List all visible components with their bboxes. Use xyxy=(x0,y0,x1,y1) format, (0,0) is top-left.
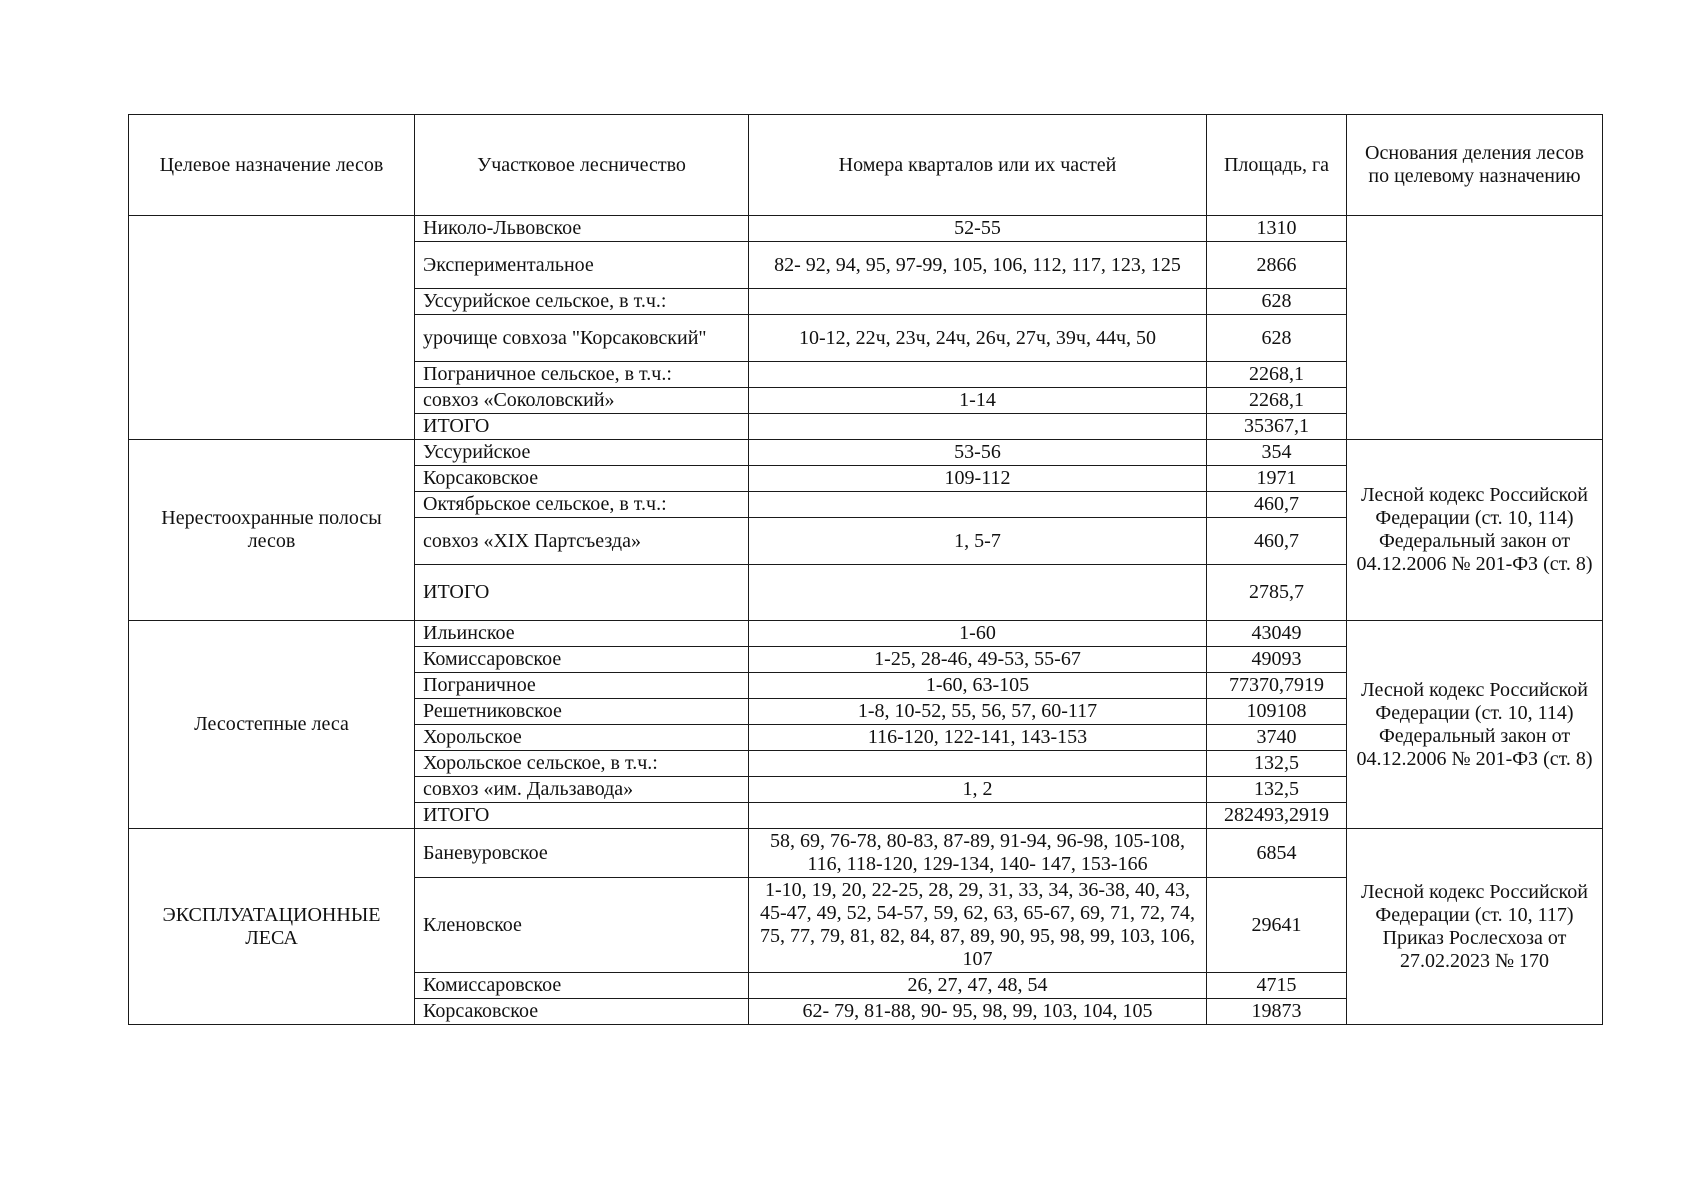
forestry-cell: Хорольское сельское, в т.ч.: xyxy=(415,751,749,777)
quarters-cell: 1-14 xyxy=(749,388,1207,414)
header-row xyxy=(129,115,1603,216)
forestry-cell: совхоз «XIX Партсъезда» xyxy=(415,518,749,565)
forestry-cell: Николо-Львовское xyxy=(415,216,749,242)
quarters-cell: 1-60, 63-105 xyxy=(749,673,1207,699)
table-row xyxy=(129,440,1603,466)
area-cell: 282493,2919 xyxy=(1207,803,1347,829)
table-row xyxy=(129,621,1603,647)
area-cell: 2268,1 xyxy=(1207,362,1347,388)
forestry-cell: Комиссаровское xyxy=(415,973,749,999)
quarters-cell: 109-112 xyxy=(749,466,1207,492)
quarters-cell xyxy=(749,492,1207,518)
table-row xyxy=(129,216,1603,242)
area-cell: 49093 xyxy=(1207,647,1347,673)
area-cell: 628 xyxy=(1207,315,1347,362)
area-cell: 4715 xyxy=(1207,973,1347,999)
forestry-cell: урочище совхоза "Корсаковский" xyxy=(415,315,749,362)
area-cell: 628 xyxy=(1207,289,1347,315)
forestry-cell: Пограничное сельское, в т.ч.: xyxy=(415,362,749,388)
area-cell: 35367,1 xyxy=(1207,414,1347,440)
quarters-cell: 1-10, 19, 20, 22-25, 28, 29, 31, 33, 34, 36-38, 40, 43, 45-47, 49, 52, 54-57, 59, 62, 63, 65-67, 69, 71, 72, 74, 75, 77, 79, 81, 82, 84, 87, 89, 90, 95, 98, 99, 103, 106, 107 xyxy=(749,878,1207,973)
forestry-cell: Корсаковское xyxy=(415,466,749,492)
quarters-cell: 53-56 xyxy=(749,440,1207,466)
header-basis: Основания деления лесов по целевому назначению xyxy=(1347,115,1603,216)
quarters-cell: 58, 69, 76-78, 80-83, 87-89, 91-94, 96-98, 105-108, 116, 118-120, 129-134, 140- 147, 153-166 xyxy=(749,829,1207,878)
area-cell: 2866 xyxy=(1207,242,1347,289)
forestry-cell: Хорольское xyxy=(415,725,749,751)
forestry-cell: Экспериментальное xyxy=(415,242,749,289)
quarters-cell: 82- 92, 94, 95, 97-99, 105, 106, 112, 117, 123, 125 xyxy=(749,242,1207,289)
quarters-cell: 62- 79, 81-88, 90- 95, 98, 99, 103, 104, 105 xyxy=(749,999,1207,1025)
forestry-cell: Пограничное xyxy=(415,673,749,699)
quarters-cell xyxy=(749,414,1207,440)
area-cell: 29641 xyxy=(1207,878,1347,973)
header-forestry: Участковое лесничество xyxy=(415,115,749,216)
quarters-cell: 116-120, 122-141, 143-153 xyxy=(749,725,1207,751)
basis-cell: Лесной кодекс Российской Федерации (ст. 10, 114) Федеральный закон от 04.12.2006 № 201-ФЗ (ст. 8) xyxy=(1347,440,1603,621)
forestry-cell: Уссурийское сельское, в т.ч.: xyxy=(415,289,749,315)
quarters-cell xyxy=(749,803,1207,829)
quarters-cell xyxy=(749,289,1207,315)
area-cell: 460,7 xyxy=(1207,492,1347,518)
area-cell: 354 xyxy=(1207,440,1347,466)
header-area: Площадь, га xyxy=(1207,115,1347,216)
area-cell: 132,5 xyxy=(1207,777,1347,803)
forestry-cell: Октябрьское сельское, в т.ч.: xyxy=(415,492,749,518)
forestry-cell: ИТОГО xyxy=(415,803,749,829)
area-cell: 460,7 xyxy=(1207,518,1347,565)
area-cell: 43049 xyxy=(1207,621,1347,647)
area-cell: 6854 xyxy=(1207,829,1347,878)
quarters-cell: 10-12, 22ч, 23ч, 24ч, 26ч, 27ч, 39ч, 44ч, 50 xyxy=(749,315,1207,362)
forestry-cell: ИТОГО xyxy=(415,565,749,621)
header-quarters: Номера кварталов или их частей xyxy=(749,115,1207,216)
quarters-cell xyxy=(749,751,1207,777)
area-cell: 3740 xyxy=(1207,725,1347,751)
area-cell: 2785,7 xyxy=(1207,565,1347,621)
header-purpose: Целевое назначение лесов xyxy=(129,115,415,216)
forestry-cell: Кленовское xyxy=(415,878,749,973)
area-cell: 1971 xyxy=(1207,466,1347,492)
forestry-cell: Корсаковское xyxy=(415,999,749,1025)
basis-cell xyxy=(1347,216,1603,440)
area-cell: 77370,7919 xyxy=(1207,673,1347,699)
purpose-cell: ЭКСПЛУАТАЦИОННЫЕ ЛЕСА xyxy=(129,829,415,1025)
area-cell: 109108 xyxy=(1207,699,1347,725)
quarters-cell: 1, 5-7 xyxy=(749,518,1207,565)
forestry-cell: совхоз «им. Дальзавода» xyxy=(415,777,749,803)
quarters-cell: 26, 27, 47, 48, 54 xyxy=(749,973,1207,999)
forestry-cell: Баневуровское xyxy=(415,829,749,878)
forestry-cell: Комиссаровское xyxy=(415,647,749,673)
purpose-cell: Нерестоохранные полосы лесов xyxy=(129,440,415,621)
forestry-cell: совхоз «Соколовский» xyxy=(415,388,749,414)
area-cell: 132,5 xyxy=(1207,751,1347,777)
purpose-cell xyxy=(129,216,415,440)
area-cell: 2268,1 xyxy=(1207,388,1347,414)
forestry-cell: Ильинское xyxy=(415,621,749,647)
forestry-cell: ИТОГО xyxy=(415,414,749,440)
quarters-cell: 1-25, 28-46, 49-53, 55-67 xyxy=(749,647,1207,673)
quarters-cell: 52-55 xyxy=(749,216,1207,242)
forestry-cell: Решетниковское xyxy=(415,699,749,725)
quarters-cell: 1-60 xyxy=(749,621,1207,647)
forest-purpose-table xyxy=(128,114,1603,1025)
basis-cell: Лесной кодекс Российской Федерации (ст. 10, 114) Федеральный закон от 04.12.2006 № 201-ФЗ (ст. 8) xyxy=(1347,621,1603,829)
area-cell: 1310 xyxy=(1207,216,1347,242)
basis-cell: Лесной кодекс Российской Федерации (ст. 10, 117) Приказ Рослесхоза от 27.02.2023 № 170 xyxy=(1347,829,1603,1025)
table-row xyxy=(129,829,1603,878)
purpose-cell: Лесостепные леса xyxy=(129,621,415,829)
quarters-cell xyxy=(749,565,1207,621)
quarters-cell: 1-8, 10-52, 55, 56, 57, 60-117 xyxy=(749,699,1207,725)
area-cell: 19873 xyxy=(1207,999,1347,1025)
quarters-cell xyxy=(749,362,1207,388)
quarters-cell: 1, 2 xyxy=(749,777,1207,803)
forestry-cell: Уссурийское xyxy=(415,440,749,466)
